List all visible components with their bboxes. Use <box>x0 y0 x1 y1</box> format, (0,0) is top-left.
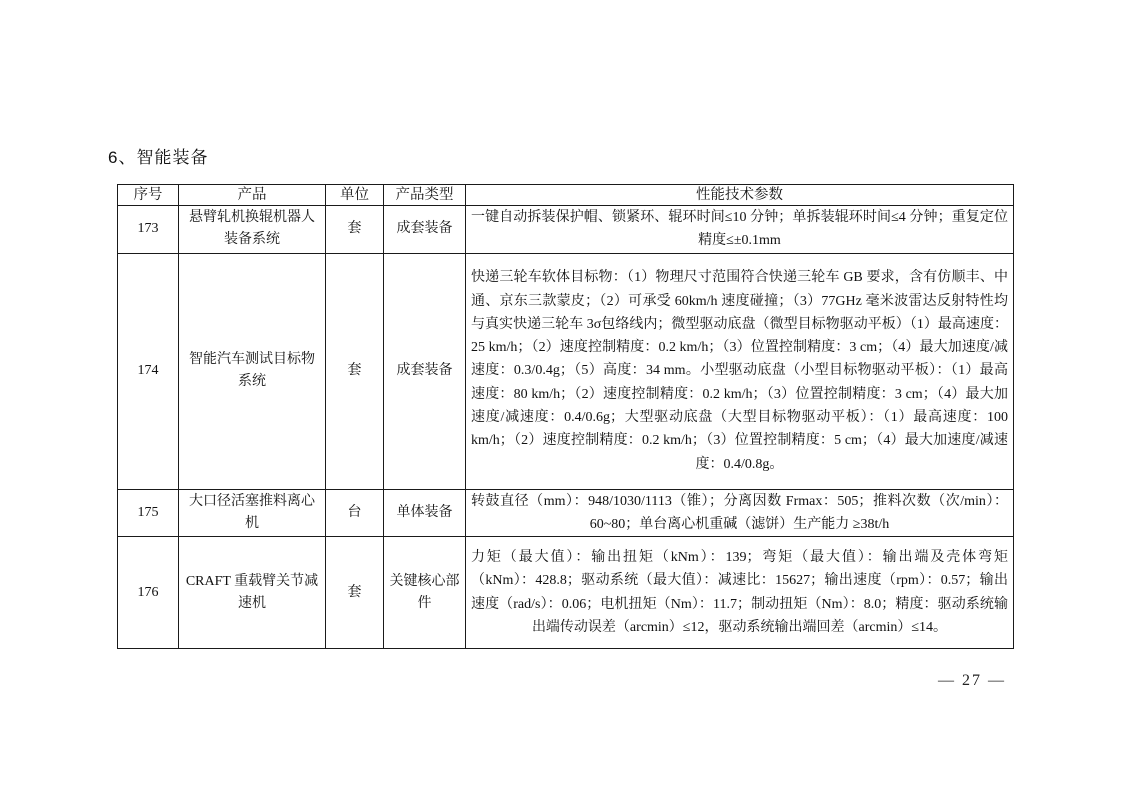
cell-index: 173 <box>118 206 179 254</box>
cell-unit: 套 <box>326 253 384 489</box>
cell-index: 175 <box>118 489 179 537</box>
cell-product-type: 成套装备 <box>384 253 466 489</box>
table-row <box>118 206 1014 254</box>
cell-product: 悬臂轧机换辊机器人装备系统 <box>179 206 326 254</box>
cell-params: 一键自动拆装保护帽、锁紧环、辊环时间≤10 分钟；单拆装辊环时间≤4 分钟；重复定位精度≤±0.1mm <box>466 206 1014 254</box>
cell-index: 174 <box>118 253 179 489</box>
table-header-row <box>118 185 1014 206</box>
header-cell-unit: 单位 <box>326 185 384 206</box>
header-cell-params: 性能技术参数 <box>466 185 1014 206</box>
cell-params: 力矩（最大值）：输出扭矩（kNm）：139；弯矩（最大值）：输出端及壳体弯矩（kNm）：428.8；驱动系统（最大值）：减速比：15627；输出速度（rpm）：0.57；输出速度（rad/s）：0.06；电机扭矩（Nm）：11.7；制动扭矩（Nm）：8.0；精度：驱动系统输出端传动误差（arcmin）≤12，驱动系统输出端回差（arcmin）≤14。 <box>466 537 1014 649</box>
table-row <box>118 489 1014 537</box>
header-cell-product-type: 产品类型 <box>384 185 466 206</box>
table-row <box>118 537 1014 649</box>
cell-index: 176 <box>118 537 179 649</box>
cell-product: CRAFT 重载臂关节减速机 <box>179 537 326 649</box>
table-row <box>118 253 1014 489</box>
page-number: — 27 — <box>938 672 1006 689</box>
section-title: 6、智能装备 <box>108 148 209 167</box>
cell-unit: 套 <box>326 206 384 254</box>
products-table <box>117 184 1014 649</box>
header-cell-product: 产品 <box>179 185 326 206</box>
cell-product: 智能汽车测试目标物系统 <box>179 253 326 489</box>
cell-unit: 套 <box>326 537 384 649</box>
cell-product: 大口径活塞推料离心机 <box>179 489 326 537</box>
cell-params: 转鼓直径（mm）：948/1030/1113（锥）；分离因数 Frmax：505；推料次数（次/min）：60~80；单台离心机重碱（滤饼）生产能力 ≥38t/h <box>466 489 1014 537</box>
cell-unit: 台 <box>326 489 384 537</box>
header-cell-index: 序号 <box>118 185 179 206</box>
cell-product-type: 单体装备 <box>384 489 466 537</box>
cell-params: 快递三轮车软体目标物：（1）物理尺寸范围符合快递三轮车 GB 要求，含有仿顺丰、中通、京东三款蒙皮；（2）可承受 60km/h 速度碰撞；（3）77GHz 毫米波雷达反射特性均与真实快递三轮车 3σ包络线内；微型驱动底盘（微型目标物驱动平板）（1）最高速度：25 km/h；（2）速度控制精度：0.2 km/h；（3）位置控制精度：3 cm；（4）最大加速度/减速度：0.3/0.4g；（5）高度：34 mm。小型驱动底盘（小型目标物驱动平板）：（1）最高速度：80 km/h；（2）速度控制精度：0.2 km/h；（3）位置控制精度：3 cm；（4）最大加速度/减速度：0.4/0.6g；大型驱动底盘（大型目标物驱动平板）：（1）最高速度：100 km/h；（2）速度控制精度：0.2 km/h；（3）位置控制精度：5 cm；（4）最大加速度/减速度：0.4/0.8g。 <box>466 253 1014 489</box>
cell-product-type: 成套装备 <box>384 206 466 254</box>
cell-product-type: 关键核心部件 <box>384 537 466 649</box>
